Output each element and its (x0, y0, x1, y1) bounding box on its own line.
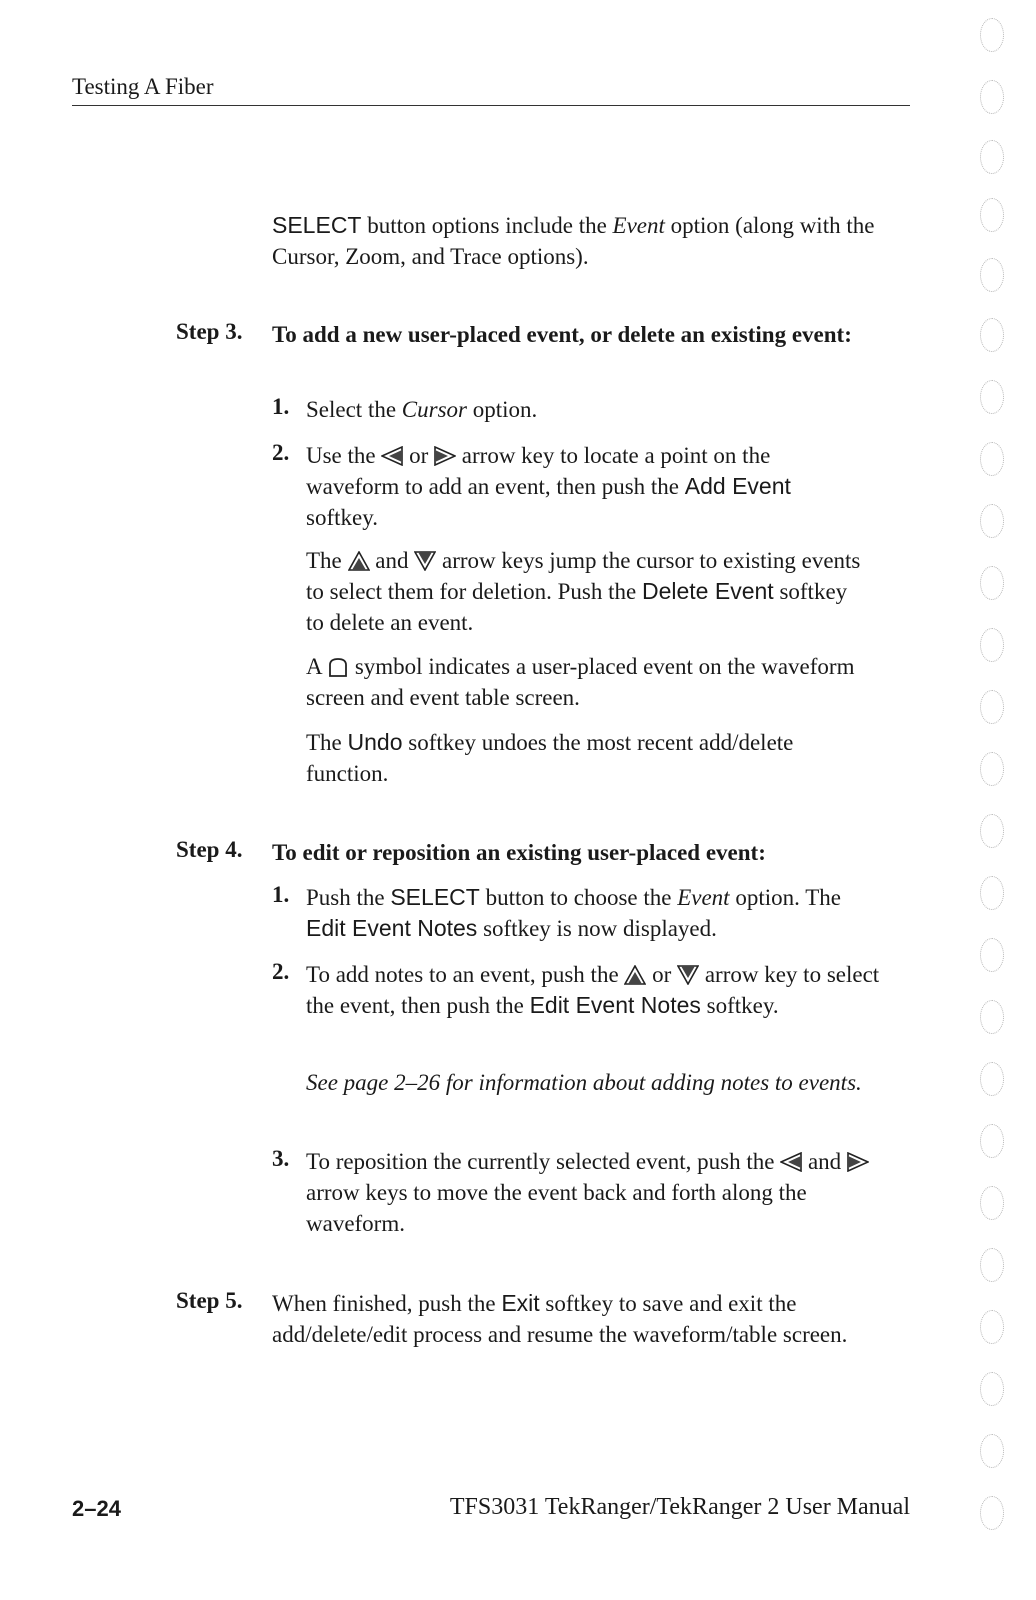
item-text: option. The (729, 885, 841, 910)
item-text: arrow key to select the event, then push the (306, 962, 880, 1018)
step-3-label: Step 3. (176, 319, 243, 344)
step-4-item-2-number: 2. (272, 959, 290, 984)
binder-hole (980, 1186, 1004, 1220)
para-text: and (369, 548, 415, 573)
event-term: Event (612, 213, 665, 238)
intro-text-2: option (along with the Cursor, Zoom, and Trace options). (272, 213, 875, 269)
step-3-item-1-number: 1. (272, 394, 290, 419)
up-arrow-key-icon (348, 551, 370, 571)
step-4-title: To edit or reposition an existing user-placed event: (272, 840, 766, 865)
header-rule (72, 105, 910, 106)
undo-softkey-term: Undo (347, 729, 403, 755)
step-4-item-1-number: 1. (272, 882, 290, 907)
up-arrow-key-icon (624, 965, 646, 985)
binder-hole (980, 1062, 1004, 1096)
right-arrow-key-icon (434, 446, 456, 466)
down-arrow-key-icon (677, 965, 699, 985)
item-text: or (403, 443, 435, 468)
binder-hole (980, 814, 1004, 848)
binder-hole (980, 1310, 1004, 1344)
left-arrow-key-icon (381, 446, 403, 466)
event-term: Event (677, 885, 730, 910)
item-text: arrow key to locate a point on the waveform to add an event, then push the (306, 443, 771, 499)
binder-hole (980, 566, 1004, 600)
para-text: softkey to delete an event. (306, 579, 848, 635)
para-text: softkey undoes the most recent add/delete function. (306, 730, 794, 786)
item-text: arrow keys to move the event back and forth along the waveform. (306, 1180, 807, 1236)
binder-hole (980, 938, 1004, 972)
symbol-paragraph (306, 651, 866, 713)
para-text: symbol indicates a user-placed event on the waveform screen and event table screen. (306, 654, 855, 710)
edit-event-notes-softkey-term: Edit Event Notes (529, 992, 701, 1018)
step-4-item-2 (306, 959, 896, 1021)
add-event-softkey-term: Add Event (684, 473, 791, 499)
binder-hole (980, 504, 1004, 538)
item-text: To add notes to an event, push the (306, 962, 625, 987)
select-term: SELECT (390, 884, 480, 910)
step-4-item-1 (306, 882, 866, 944)
binder-hole (980, 1248, 1004, 1282)
exit-softkey-term: Exit (501, 1290, 540, 1316)
page-number: 2–24 (72, 1496, 121, 1521)
binder-hole (980, 876, 1004, 910)
binder-hole (980, 628, 1004, 662)
binder-hole (980, 442, 1004, 476)
delete-event-softkey-term: Delete Event (641, 578, 774, 604)
binder-hole (980, 380, 1004, 414)
binder-hole (980, 1434, 1004, 1468)
step-4-item-3 (306, 1146, 886, 1239)
running-header: Testing A Fiber (72, 74, 214, 99)
para-text: arrow keys jump the cursor to existing events to select them for deletion. Push the (306, 548, 861, 604)
manual-title: TFS3031 TekRanger/TekRanger 2 User Manual (449, 1494, 910, 1520)
item-text: Use the (306, 443, 382, 468)
step-3-item-1 (306, 394, 866, 425)
step-5-text (272, 1288, 872, 1350)
item-text: softkey is now displayed. (477, 916, 717, 941)
item-text: Push the (306, 885, 391, 910)
see-page-note: See page 2–26 for information about adding notes to events. (306, 1070, 862, 1095)
edit-event-notes-softkey-term: Edit Event Notes (306, 915, 478, 941)
step-3-item-2 (306, 440, 866, 533)
right-arrow-key-icon (847, 1152, 869, 1172)
step-5-label: Step 5. (176, 1288, 243, 1313)
para-text: softkey to save and exit the add/delete/edit process and resume the waveform/table screen. (272, 1291, 848, 1347)
intro-paragraph (272, 210, 882, 272)
select-term: SELECT (272, 212, 362, 238)
left-arrow-key-icon (780, 1152, 802, 1172)
item-text: or (646, 962, 678, 987)
para-text: The (306, 548, 348, 573)
intro-text-1: button options include the (361, 213, 613, 238)
item-text: and (802, 1149, 847, 1174)
step-3-item-2-number: 2. (272, 440, 290, 465)
item-text: softkey. (306, 505, 378, 530)
item-text: To reposition the currently selected event, push the (306, 1149, 781, 1174)
step-4-item-3-number: 3. (272, 1146, 290, 1171)
user-event-symbol-icon (327, 657, 349, 677)
step-3-title: To add a new user-placed event, or delete an existing event: (272, 322, 852, 347)
cursor-term: Cursor (401, 397, 467, 422)
para-text: When finished, push the (272, 1291, 502, 1316)
binder-hole (980, 318, 1004, 352)
binder-hole (980, 1000, 1004, 1034)
binder-hole (980, 1372, 1004, 1406)
undo-paragraph (306, 727, 866, 789)
para-text: The (306, 730, 348, 755)
item-text: button to choose the (479, 885, 678, 910)
binder-hole (980, 18, 1004, 52)
binder-hole (980, 258, 1004, 292)
binder-hole (980, 140, 1004, 174)
binder-hole (980, 80, 1004, 114)
binder-hole (980, 1496, 1004, 1530)
down-arrow-key-icon (414, 551, 436, 571)
binder-hole (980, 690, 1004, 724)
item-text: softkey. (700, 993, 779, 1018)
item-text: Select the (306, 397, 402, 422)
binder-hole (980, 752, 1004, 786)
item-text: option. (467, 397, 538, 422)
step-4-label: Step 4. (176, 837, 243, 862)
binder-hole (980, 1124, 1004, 1158)
para-text: A (306, 654, 328, 679)
binder-hole (980, 198, 1004, 232)
up-down-keys-paragraph (306, 545, 866, 638)
